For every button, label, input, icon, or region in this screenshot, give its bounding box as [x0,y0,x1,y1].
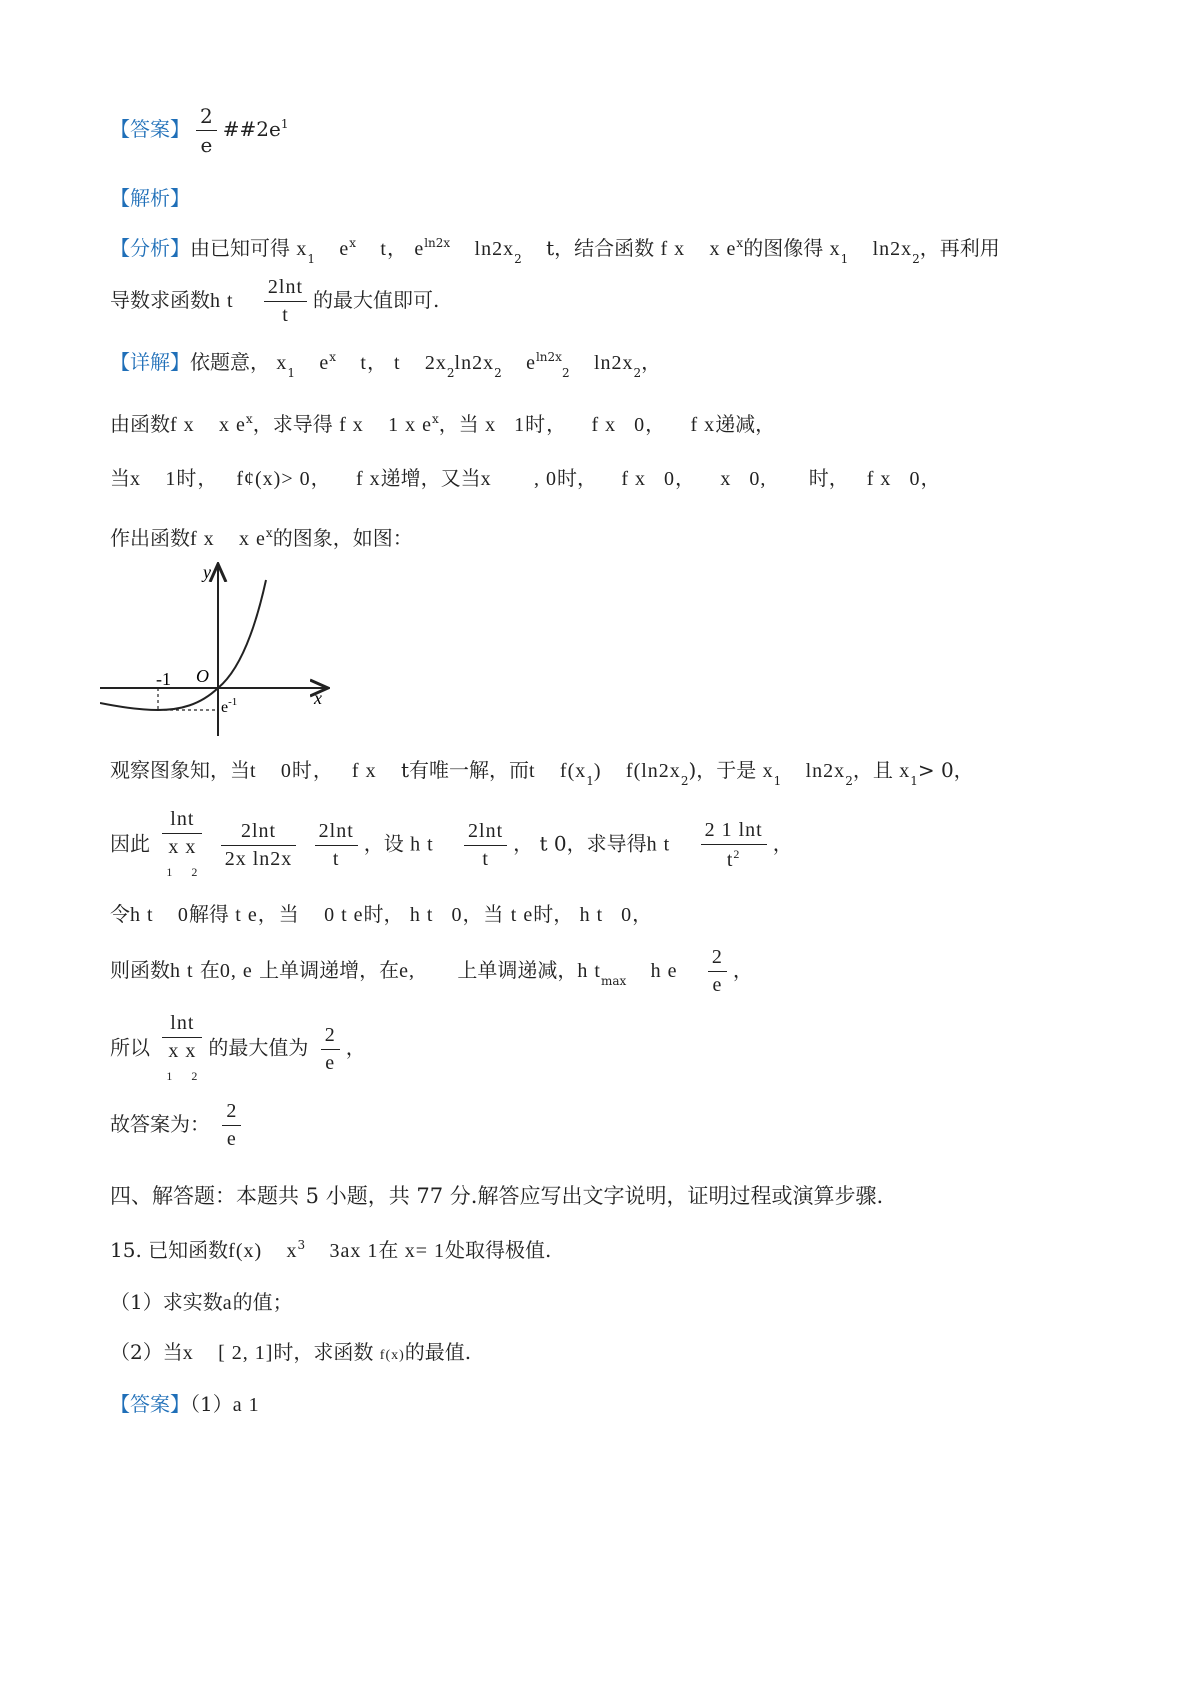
max-value-line: 所以 lnt x x 1 2 的最大值为 $\frac{2}{e}$ ， [110,1012,366,1086]
function-graph [100,560,340,740]
therefore-line: 因此 lnt x x 1 2 $\frac{2\ln t}{\text{2x ln2x}}$ $\frac{2\ln t}{t}$ ，设 h t $\frac{2\ln t}{t}$ ， t 0，求导得h t $\frac{2 1 \ln t}{t^2}$ ， [110,808,793,882]
fraction: $\frac{2\ln t}{t}$ [464,820,507,871]
y-label: y [203,562,211,582]
fraction: lnt x x 1 2 [162,808,202,882]
observation-line: 观察图象知，当t 0时， f x t有唯一解，而t $f(x_1)$ $f(\ln 2x_2)$，于是 $x_1$ $\ln 2x_2$，且 $x_1> 0$， [110,758,974,788]
fenxi-line-2: 导数求函数h t $\frac{2\ln t}{t}$ 的最大值即可. [110,276,440,326]
minus-one-label: -1 [156,669,171,689]
derivation-line-3: 作出函数f x x $e^x$的图象，如图： [110,526,413,550]
fraction: lnt x x 1 2 [162,1012,202,1086]
zero-line: 令h t 0解得 t e，当 0 t e时， h t 0，当 t e时， h t 0， [110,902,654,926]
question-15-part-2: （2）当x [ 2, 1]时，求函数 f(x)的最值. [110,1340,472,1364]
derivation-line-1: 由函数f x x $e^x$，求导得 f x 1 x $e^x$，当 x 1时， f x 0， f x递减， [110,412,776,436]
fraction: $\frac{2 1 \ln t}{t^2}$ [701,819,767,872]
fraction: $\frac{2}{e}$ [708,946,727,997]
fraction: $\frac{2\ln t}{t}$ [264,276,307,327]
answer-tag: 【答案】 [110,117,190,141]
section-heading: 四、解答题：本题共 5 小题，共 77 分.解答应写出文字说明，证明过程或演算步骤. [110,1184,884,1208]
derivation-line-2: 当x 1时， f¢(x)> 0， f x递增，又当x , 0时， f x 0， x 0, 时， f x 0， [110,466,942,490]
answer-line-2: 【答案】（1）a 1 [110,1392,260,1416]
fraction: $\frac{2}{e}$ [321,1024,340,1075]
fenxi-line: 【分析】由已知可得 $x_1$ $e^x$ t， $e^{ln2x}$ $\ln 2x_2$ t，结合函数 f x x $e^x$的图像得 $x_1$ $\ln 2x_2$，再利用 [110,236,1000,266]
x-label: x [314,688,322,708]
analysis-heading: 【解析】 [110,186,190,210]
fraction: $\frac{2}{e}$ [222,1100,241,1151]
curve [100,580,266,710]
fraction: $\frac{2\ln t}{\text{2x ln2x}}$ [221,820,297,871]
xiangjie-line: 【详解】依题意， $x_1$ $e^x$ t， t $2x_2\ln 2x_2$ $e^{ln2x}_2$ $\ln 2x_2$， [110,350,662,380]
question-15: 15. 已知函数f(x) $x^3$ 3ax 1在 x= 1处取得极值. [110,1238,552,1262]
question-15-part-1: （1）求实数a的值； [110,1290,293,1314]
fraction: $\frac{2\ln t}{t}$ [315,820,358,871]
fraction: $\frac{2}{e}$ [196,104,217,157]
final-answer-line: 故答案为： $\frac{2}{e}$ [110,1100,247,1151]
monotonic-line: 则函数h t 在0, e 上单调递增，在e, 上单调递减，h $t_{max}$ h e $\frac{2}{e}$ ， [110,946,753,996]
answer-alt: ##2e [222,117,281,141]
origin-label: O [196,666,209,686]
e-label: $e^{-1}$ [221,696,238,716]
answer-line-1: 【答案】 $\frac{2}{e}$ $\#\#2e^1$ [110,104,289,157]
